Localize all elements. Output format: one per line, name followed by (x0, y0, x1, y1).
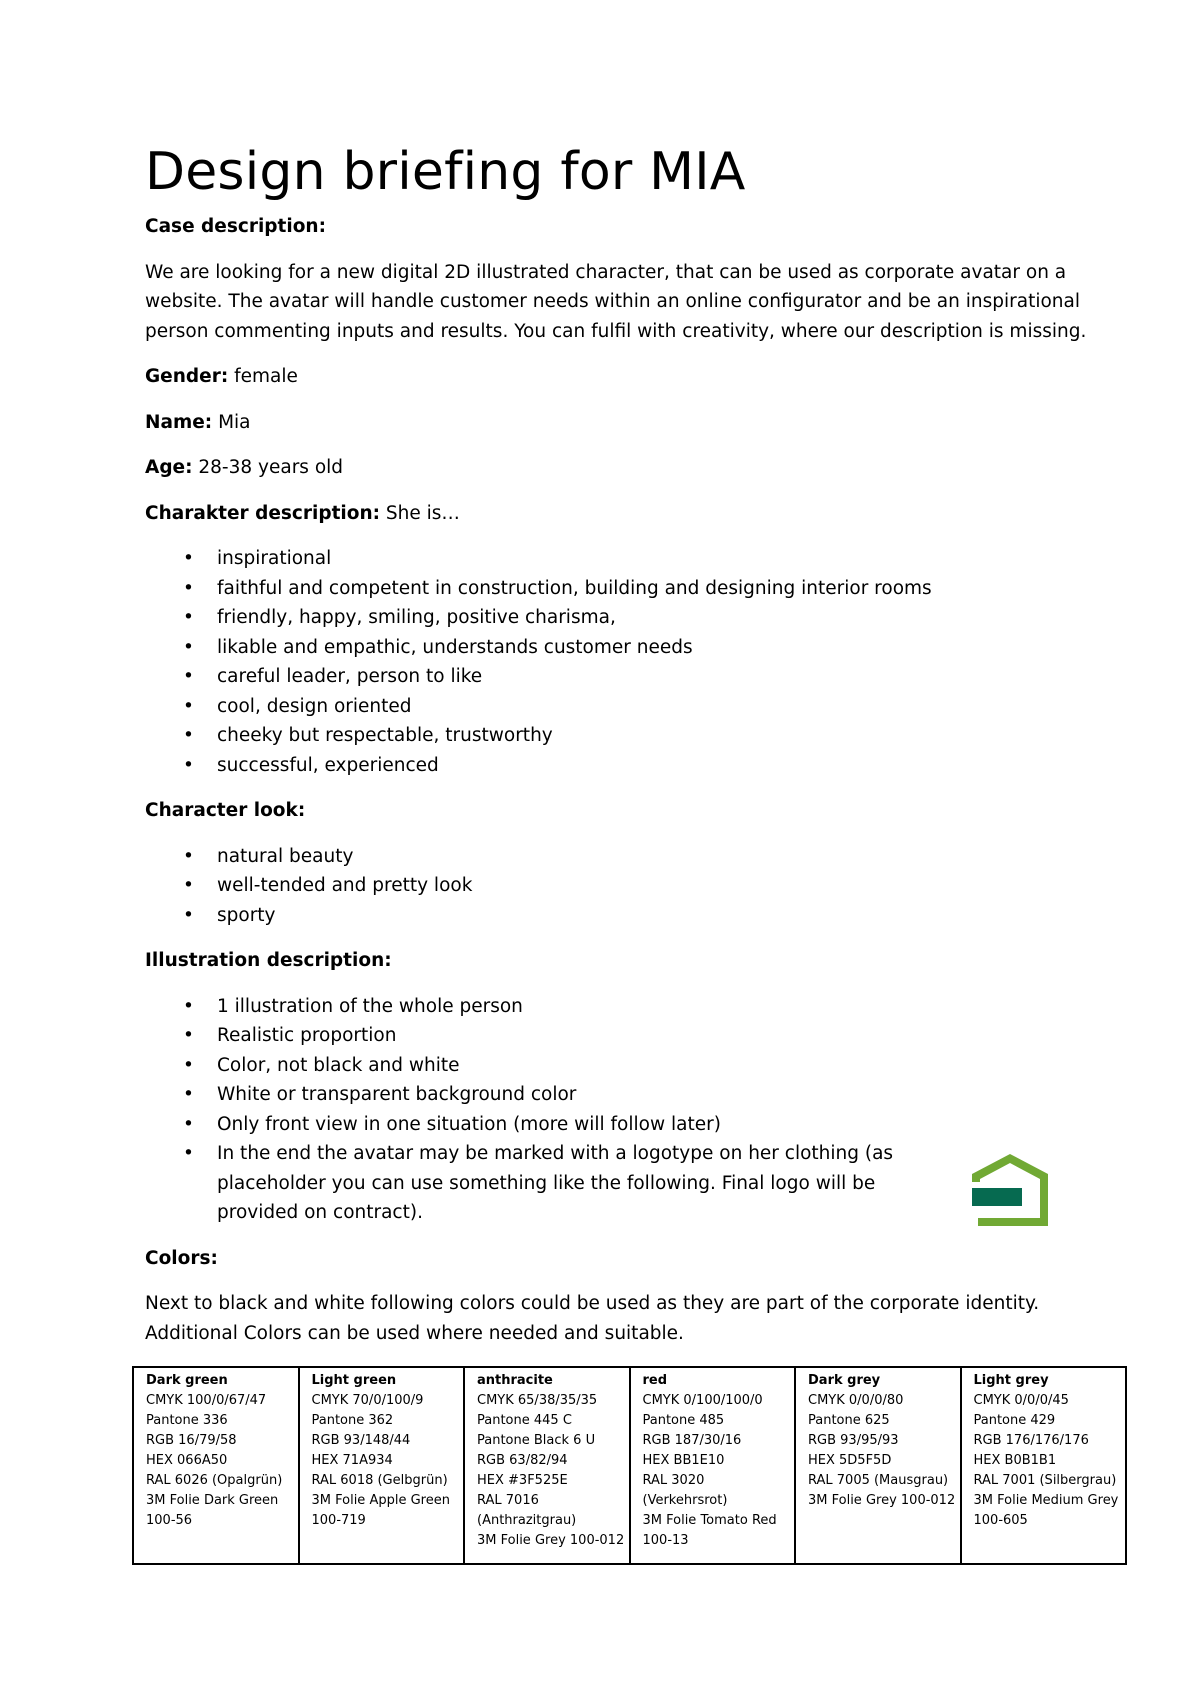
age-line (145, 453, 1105, 483)
color-name: anthracite (477, 1373, 553, 1388)
list-item (145, 1080, 1105, 1110)
list-item (145, 901, 1105, 931)
color-spec: RAL 6026 (Opalgrün) (146, 1473, 283, 1488)
bullet-icon: • (183, 577, 194, 599)
color-spec: Pantone 485 (642, 1413, 725, 1428)
list-item (145, 751, 1105, 781)
document-title: Design briefing for MIA (145, 142, 746, 202)
list-item (145, 1021, 1105, 1051)
age-value: 28-38 years old (192, 457, 344, 478)
bullet-icon: • (183, 995, 194, 1017)
list-item (145, 842, 1105, 872)
color-spec: Pantone 445 C (477, 1413, 572, 1428)
color-spec: RGB 16/79/58 (146, 1433, 237, 1448)
list-item (145, 692, 1105, 722)
list-item-text: likable and empathic, understands customer needs (217, 636, 693, 658)
color-table (132, 1366, 1127, 1565)
color-spec: 3M Folie Medium Grey 100-605 (973, 1493, 1119, 1528)
list-item (145, 633, 1105, 663)
color-spec: Pantone 336 (146, 1413, 228, 1428)
bullet-icon: • (183, 1025, 194, 1046)
color-name: red (642, 1373, 668, 1388)
list-item (145, 544, 1105, 574)
list-item (145, 603, 1105, 633)
list-item-text: faithful and competent in construction, building and designing interior rooms (217, 577, 932, 599)
color-spec: Pantone 625 (808, 1413, 890, 1428)
colors-label: Colors: (145, 1247, 218, 1269)
color-spec: RAL 6018 (Gelbgrün) (311, 1473, 448, 1488)
color-name: Light green (311, 1373, 397, 1388)
list-item-text: friendly, happy, smiling, positive charisma, (217, 607, 616, 628)
color-spec: RAL 7001 (Silbergrau) (973, 1473, 1117, 1488)
color-spec: HEX 5D5F5D (808, 1453, 892, 1468)
color-spec: CMYK 70/0/100/9 (311, 1393, 424, 1408)
gender-line (145, 362, 1105, 392)
table-row (133, 1367, 1126, 1564)
age-label: Age: (145, 457, 193, 478)
colors-heading (145, 1244, 1105, 1274)
color-name: Dark green (146, 1373, 228, 1388)
color-spec: CMYK 0/100/100/0 (642, 1393, 763, 1408)
gender-value: female (228, 366, 298, 387)
color-cell-light-grey (961, 1367, 1127, 1564)
color-cell-anthracite (464, 1367, 630, 1564)
bullet-icon: • (183, 875, 194, 896)
color-spec: RAL 3020 (Verkehrsrot) (642, 1473, 728, 1508)
illustration-heading (145, 946, 1105, 976)
color-spec: CMYK 100/0/67/47 (146, 1393, 267, 1408)
bullet-icon: • (183, 548, 194, 569)
house-logo-icon (970, 1152, 1050, 1228)
list-item (145, 1139, 1105, 1228)
colors-description: Next to black and white following colors could be used as they are part of the corporate identity. Additional Colors can be used where needed and suitable. (145, 1293, 1040, 1344)
color-spec: RGB 93/95/93 (808, 1433, 899, 1448)
color-spec: 3M Folie Apple Green 100-719 (311, 1493, 450, 1528)
bullet-icon: • (183, 607, 194, 628)
list-item-text: cheeky but respectable, trustworthy (217, 725, 553, 746)
list-item-text: cool, design oriented (217, 695, 412, 717)
document-page (145, 140, 1105, 1364)
bullet-icon: • (183, 1084, 194, 1105)
color-spec: RGB 63/82/94 (477, 1453, 568, 1468)
bullet-icon: • (183, 904, 194, 926)
list-item (145, 1051, 1105, 1081)
color-spec: RGB 187/30/16 (642, 1433, 742, 1448)
case-description: We are looking for a new digital 2D illustrated character, that can be used as corporate avatar on a website. The avatar will handle customer needs within an online configurator and be an inspirational person commenting inputs and results. You can fulfil with creativity, where our description is missing. (145, 261, 1087, 342)
list-item (145, 871, 1105, 901)
bullet-icon: • (183, 754, 194, 776)
bullet-icon: • (183, 636, 194, 658)
list-item-text: Color, not black and white (217, 1054, 460, 1076)
list-item-text: sporty (217, 904, 276, 926)
house-bar-shape (972, 1188, 1022, 1206)
color-spec: Pantone 362 (311, 1413, 394, 1428)
charakter-label: Charakter description: (145, 502, 381, 524)
list-item-text: In the end the avatar may be marked with a logotype on her clothing (as placeholder you can use something like the following. Final logo will be provided on contract). (217, 1143, 894, 1223)
list-item (145, 992, 1105, 1022)
color-spec: 3M Folie Tomato Red 100-13 (642, 1513, 777, 1548)
list-item-text: Realistic proportion (217, 1025, 397, 1046)
name-label: Name: (145, 411, 213, 433)
color-spec: Pantone 429 (973, 1413, 1056, 1428)
list-item-text: Only front view in one situation (more will follow later) (217, 1113, 721, 1135)
list-item-text: natural beauty (217, 845, 354, 867)
color-spec: HEX #3F525E (477, 1473, 568, 1488)
bullet-icon: • (183, 1143, 194, 1164)
bullet-icon: • (183, 1113, 194, 1135)
color-spec: CMYK 0/0/0/45 (973, 1393, 1069, 1408)
look-heading (145, 796, 1105, 826)
color-spec: 3M Folie Grey 100-012 (477, 1533, 625, 1548)
bullet-icon: • (183, 845, 194, 867)
color-cell-dark-grey (795, 1367, 961, 1564)
color-name: Dark grey (808, 1373, 881, 1388)
case-label: Case description: (145, 216, 326, 237)
charakter-value: She is… (380, 502, 460, 524)
list-item (145, 721, 1105, 751)
bullet-icon: • (183, 695, 194, 717)
color-spec: 3M Folie Dark Green 100-56 (146, 1493, 279, 1528)
color-spec: HEX B0B1B1 (973, 1453, 1057, 1468)
color-spec: HEX 71A934 (311, 1453, 393, 1468)
color-spec: 3M Folie Grey 100-012 (808, 1493, 956, 1508)
list-item (145, 574, 1105, 604)
name-value: Mia (212, 411, 251, 433)
color-cell-light-green (299, 1367, 465, 1564)
color-spec: CMYK 0/0/0/80 (808, 1393, 904, 1408)
bullet-icon: • (183, 666, 194, 687)
bullet-icon: • (183, 1054, 194, 1076)
color-spec: RAL 7016 (Anthrazitgrau) (477, 1493, 577, 1528)
charakter-list (145, 544, 1105, 780)
illustration-label: Illustration description: (145, 950, 392, 971)
charakter-line (145, 499, 1105, 529)
list-item (145, 662, 1105, 692)
list-item-text: successful, experienced (217, 754, 439, 776)
color-spec: CMYK 65/38/35/35 (477, 1393, 598, 1408)
color-spec: RGB 93/148/44 (311, 1433, 411, 1448)
bullet-icon: • (183, 725, 194, 746)
list-item (145, 1110, 1105, 1140)
case-heading (145, 212, 1105, 242)
color-spec: RAL 7005 (Mausgrau) (808, 1473, 949, 1488)
color-spec: RGB 176/176/176 (973, 1433, 1089, 1448)
list-item-text: inspirational (217, 548, 332, 569)
color-cell-dark-green (133, 1367, 299, 1564)
color-spec: HEX 066A50 (146, 1453, 228, 1468)
color-spec: Pantone Black 6 U (477, 1433, 596, 1448)
look-label: Character look: (145, 800, 306, 821)
color-cell-red (630, 1367, 796, 1564)
illustration-list (145, 992, 1105, 1228)
list-item-text: careful leader, person to like (217, 666, 483, 687)
look-list (145, 842, 1105, 931)
name-line (145, 408, 1105, 438)
gender-label: Gender: (145, 366, 229, 387)
list-item-text: well-tended and pretty look (217, 875, 473, 896)
list-item-text: White or transparent background color (217, 1084, 577, 1105)
color-spec: HEX BB1E10 (642, 1453, 725, 1468)
color-name: Light grey (973, 1373, 1049, 1388)
list-item-text: 1 illustration of the whole person (217, 995, 523, 1017)
